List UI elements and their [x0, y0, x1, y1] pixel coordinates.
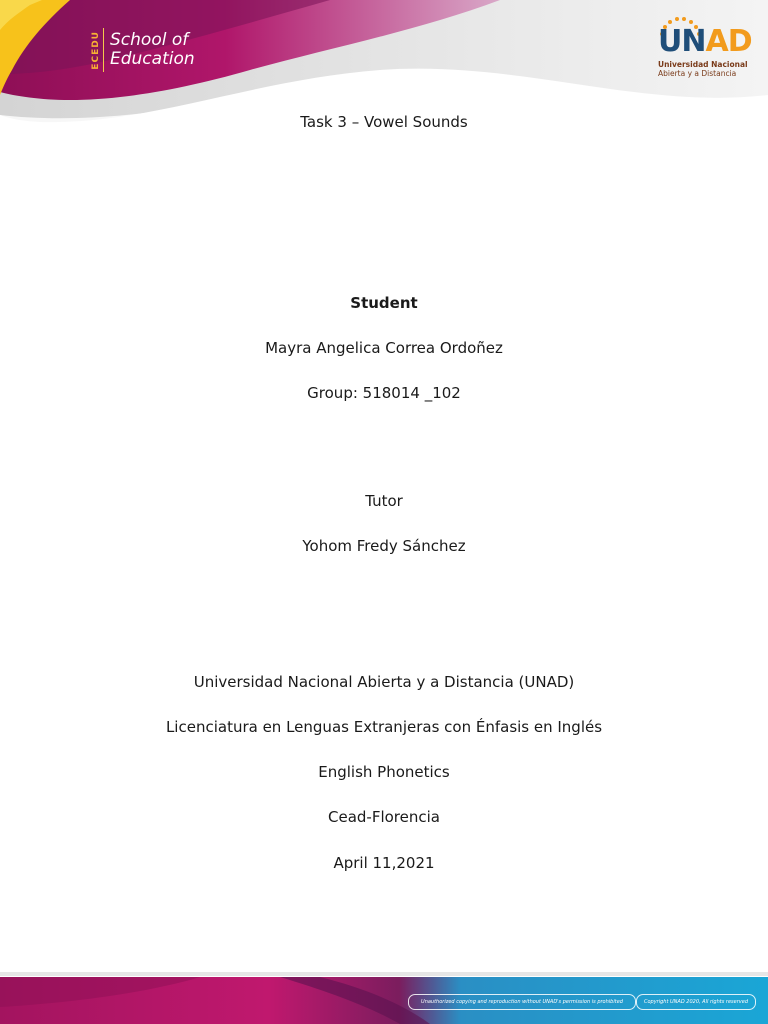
ecedu-divider — [103, 28, 104, 72]
school-of-education-brand — [88, 28, 195, 72]
group-number: Group: 518014 _102 — [307, 384, 461, 402]
unad-name-line-2: Abierta y a Distancia — [658, 69, 737, 78]
university-name: Universidad Nacional Abierta y a Distancia (UNAD) — [193, 673, 575, 691]
document-title: Task 3 – Vowel Sounds — [300, 113, 468, 131]
unad-wordmark — [658, 24, 752, 59]
school-name — [110, 31, 195, 69]
school-line-2: Education — [110, 49, 195, 69]
tutor-heading: Tutor — [365, 492, 403, 510]
tutor-name: Yohom Fredy Sánchez — [302, 537, 466, 555]
footer-copyright: Copyright UNAD 2020, All rights reserved — [636, 994, 756, 1010]
unad-logo — [658, 16, 752, 80]
course-name: English Phonetics — [318, 763, 450, 781]
ecedu-label: ECEDU — [91, 30, 101, 70]
footer-copyright-notice: Unauthorized copying and reproduction without UNAD's permission is prohibited — [408, 994, 636, 1010]
center-name: Cead-Florencia — [328, 808, 440, 826]
student-heading: Student — [350, 294, 418, 312]
document-date: April 11,2021 — [333, 854, 435, 872]
unad-name-line-1: Universidad Nacional — [658, 60, 748, 69]
student-name: Mayra Angelica Correa Ordoñez — [265, 339, 503, 357]
program-name: Licenciatura en Lenguas Extranjeras con Énfasis en Inglés — [165, 718, 603, 736]
unad-u: U — [658, 24, 682, 59]
unad-ad: AD — [705, 24, 752, 59]
school-line-1: School of — [110, 30, 189, 50]
unad-n: N — [681, 24, 706, 59]
